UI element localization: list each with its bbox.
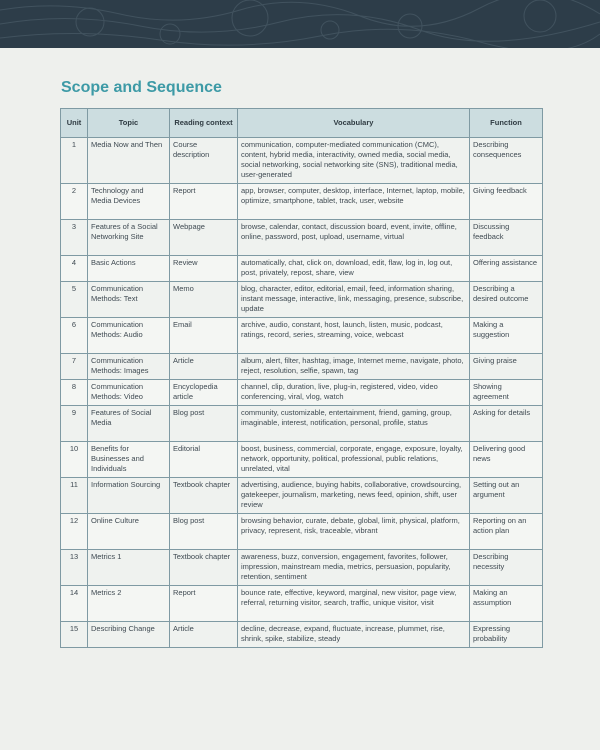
- function-cell: Showing agreement: [470, 380, 543, 406]
- table-row: [61, 380, 543, 406]
- topic-cell: Online Culture: [88, 514, 170, 550]
- unit-cell: 9: [61, 406, 88, 442]
- reading-cell: Review: [170, 256, 238, 282]
- col-header-unit: Unit: [61, 109, 88, 138]
- topic-cell: Media Now and Then: [88, 138, 170, 184]
- col-header-vocabulary: Vocabulary: [238, 109, 470, 138]
- vocab-cell: blog, character, editor, editorial, email, feed, information sharing, instant message, interactive, link, messaging, presence, subscribe, update: [238, 282, 470, 318]
- topic-cell: Basic Actions: [88, 256, 170, 282]
- table-row: [61, 406, 543, 442]
- table-row: [61, 442, 543, 478]
- reading-cell: Blog post: [170, 514, 238, 550]
- function-cell: Reporting on an action plan: [470, 514, 543, 550]
- vocab-cell: bounce rate, effective, keyword, marginal, new visitor, page view, referral, returning visitor, search, traffic, unique visitor, visit: [238, 586, 470, 622]
- scope-sequence-table: [60, 108, 543, 648]
- unit-cell: 1: [61, 138, 88, 184]
- reading-cell: Blog post: [170, 406, 238, 442]
- function-cell: Giving feedback: [470, 184, 543, 220]
- topic-cell: Describing Change: [88, 622, 170, 648]
- function-cell: Describing a desired outcome: [470, 282, 543, 318]
- unit-cell: 12: [61, 514, 88, 550]
- function-cell: Expressing probability: [470, 622, 543, 648]
- reading-cell: Webpage: [170, 220, 238, 256]
- reading-cell: Report: [170, 184, 238, 220]
- vocab-cell: decline, decrease, expand, fluctuate, increase, plummet, rise, shrink, spike, stabilize, steady: [238, 622, 470, 648]
- unit-cell: 11: [61, 478, 88, 514]
- function-cell: Making a suggestion: [470, 318, 543, 354]
- unit-cell: 3: [61, 220, 88, 256]
- unit-cell: 10: [61, 442, 88, 478]
- reading-cell: Textbook chapter: [170, 478, 238, 514]
- vocab-cell: archive, audio, constant, host, launch, listen, music, podcast, ratings, record, series, streaming, voice, webcast: [238, 318, 470, 354]
- vocab-cell: album, alert, filter, hashtag, image, Internet meme, navigate, photo, reject, resolution, selfie, spawn, tag: [238, 354, 470, 380]
- unit-cell: 8: [61, 380, 88, 406]
- function-cell: Describing consequences: [470, 138, 543, 184]
- reading-cell: Article: [170, 354, 238, 380]
- table-row: [61, 550, 543, 586]
- reading-cell: Course description: [170, 138, 238, 184]
- table-header-row: [61, 109, 543, 138]
- reading-cell: Email: [170, 318, 238, 354]
- unit-cell: 13: [61, 550, 88, 586]
- function-cell: Setting out an argument: [470, 478, 543, 514]
- topic-cell: Metrics 1: [88, 550, 170, 586]
- table-row: [61, 184, 543, 220]
- unit-cell: 6: [61, 318, 88, 354]
- function-cell: Asking for details: [470, 406, 543, 442]
- topic-cell: Features of Social Media: [88, 406, 170, 442]
- banner-pattern-icon: [0, 0, 600, 48]
- reading-cell: Memo: [170, 282, 238, 318]
- vocab-cell: channel, clip, duration, live, plug-in, registered, video, video conferencing, viral, vlog, watch: [238, 380, 470, 406]
- topic-cell: Communication Methods: Images: [88, 354, 170, 380]
- page-title: Scope and Sequence: [61, 79, 222, 96]
- vocab-cell: awareness, buzz, conversion, engagement, favorites, follower, impression, mainstream media, metrics, persuasion, popularity, retention, sentiment: [238, 550, 470, 586]
- vocab-cell: browse, calendar, contact, discussion board, event, invite, offline, online, password, post, upload, username, virtual: [238, 220, 470, 256]
- table-row: [61, 622, 543, 648]
- vocab-cell: browsing behavior, curate, debate, global, limit, physical, platform, privacy, represent, risk, traceable, vibrant: [238, 514, 470, 550]
- unit-cell: 7: [61, 354, 88, 380]
- unit-cell: 14: [61, 586, 88, 622]
- function-cell: Describing necessity: [470, 550, 543, 586]
- unit-cell: 4: [61, 256, 88, 282]
- header-banner: [0, 0, 600, 48]
- table-row: [61, 478, 543, 514]
- reading-cell: Textbook chapter: [170, 550, 238, 586]
- vocab-cell: automatically, chat, click on, download, edit, flaw, log in, log out, post, privately, repost, share, view: [238, 256, 470, 282]
- unit-cell: 5: [61, 282, 88, 318]
- function-cell: Making an assumption: [470, 586, 543, 622]
- reading-cell: Report: [170, 586, 238, 622]
- table-row: [61, 256, 543, 282]
- col-header-reading-context: Reading context: [170, 109, 238, 138]
- table-row: [61, 220, 543, 256]
- function-cell: Giving praise: [470, 354, 543, 380]
- table-row: [61, 514, 543, 550]
- function-cell: Discussing feedback: [470, 220, 543, 256]
- vocab-cell: app, browser, computer, desktop, interface, Internet, laptop, mobile, optimize, smartphone, tablet, track, user, website: [238, 184, 470, 220]
- topic-cell: Technology and Media Devices: [88, 184, 170, 220]
- col-header-topic: Topic: [88, 109, 170, 138]
- table-row: [61, 354, 543, 380]
- topic-cell: Metrics 2: [88, 586, 170, 622]
- table-row: [61, 282, 543, 318]
- topic-cell: Information Sourcing: [88, 478, 170, 514]
- topic-cell: Communication Methods: Text: [88, 282, 170, 318]
- unit-cell: 15: [61, 622, 88, 648]
- topic-cell: Communication Methods: Video: [88, 380, 170, 406]
- reading-cell: Encyclopedia article: [170, 380, 238, 406]
- topic-cell: Features of a Social Networking Site: [88, 220, 170, 256]
- vocab-cell: communication, computer-mediated communication (CMC), content, hybrid media, interactivity, owned media, social media, social networking, social networking site (SNS), traditional media, user-generated: [238, 138, 470, 184]
- reading-cell: Article: [170, 622, 238, 648]
- table-row: [61, 318, 543, 354]
- reading-cell: Editorial: [170, 442, 238, 478]
- unit-cell: 2: [61, 184, 88, 220]
- vocab-cell: community, customizable, entertainment, friend, gaming, group, imaginable, interest, notification, personal, profile, status: [238, 406, 470, 442]
- function-cell: Delivering good news: [470, 442, 543, 478]
- topic-cell: Communication Methods: Audio: [88, 318, 170, 354]
- vocab-cell: boost, business, commercial, corporate, engage, exposure, loyalty, network, opportunity, political, professional, public relations, unrelated, vital: [238, 442, 470, 478]
- function-cell: Offering assistance: [470, 256, 543, 282]
- table-row: [61, 138, 543, 184]
- vocab-cell: advertising, audience, buying habits, collaborative, crowdsourcing, gatekeeper, journalism, marketing, news feed, opinion, shift, user review: [238, 478, 470, 514]
- topic-cell: Benefits for Businesses and Individuals: [88, 442, 170, 478]
- col-header-function: Function: [470, 109, 543, 138]
- table-row: [61, 586, 543, 622]
